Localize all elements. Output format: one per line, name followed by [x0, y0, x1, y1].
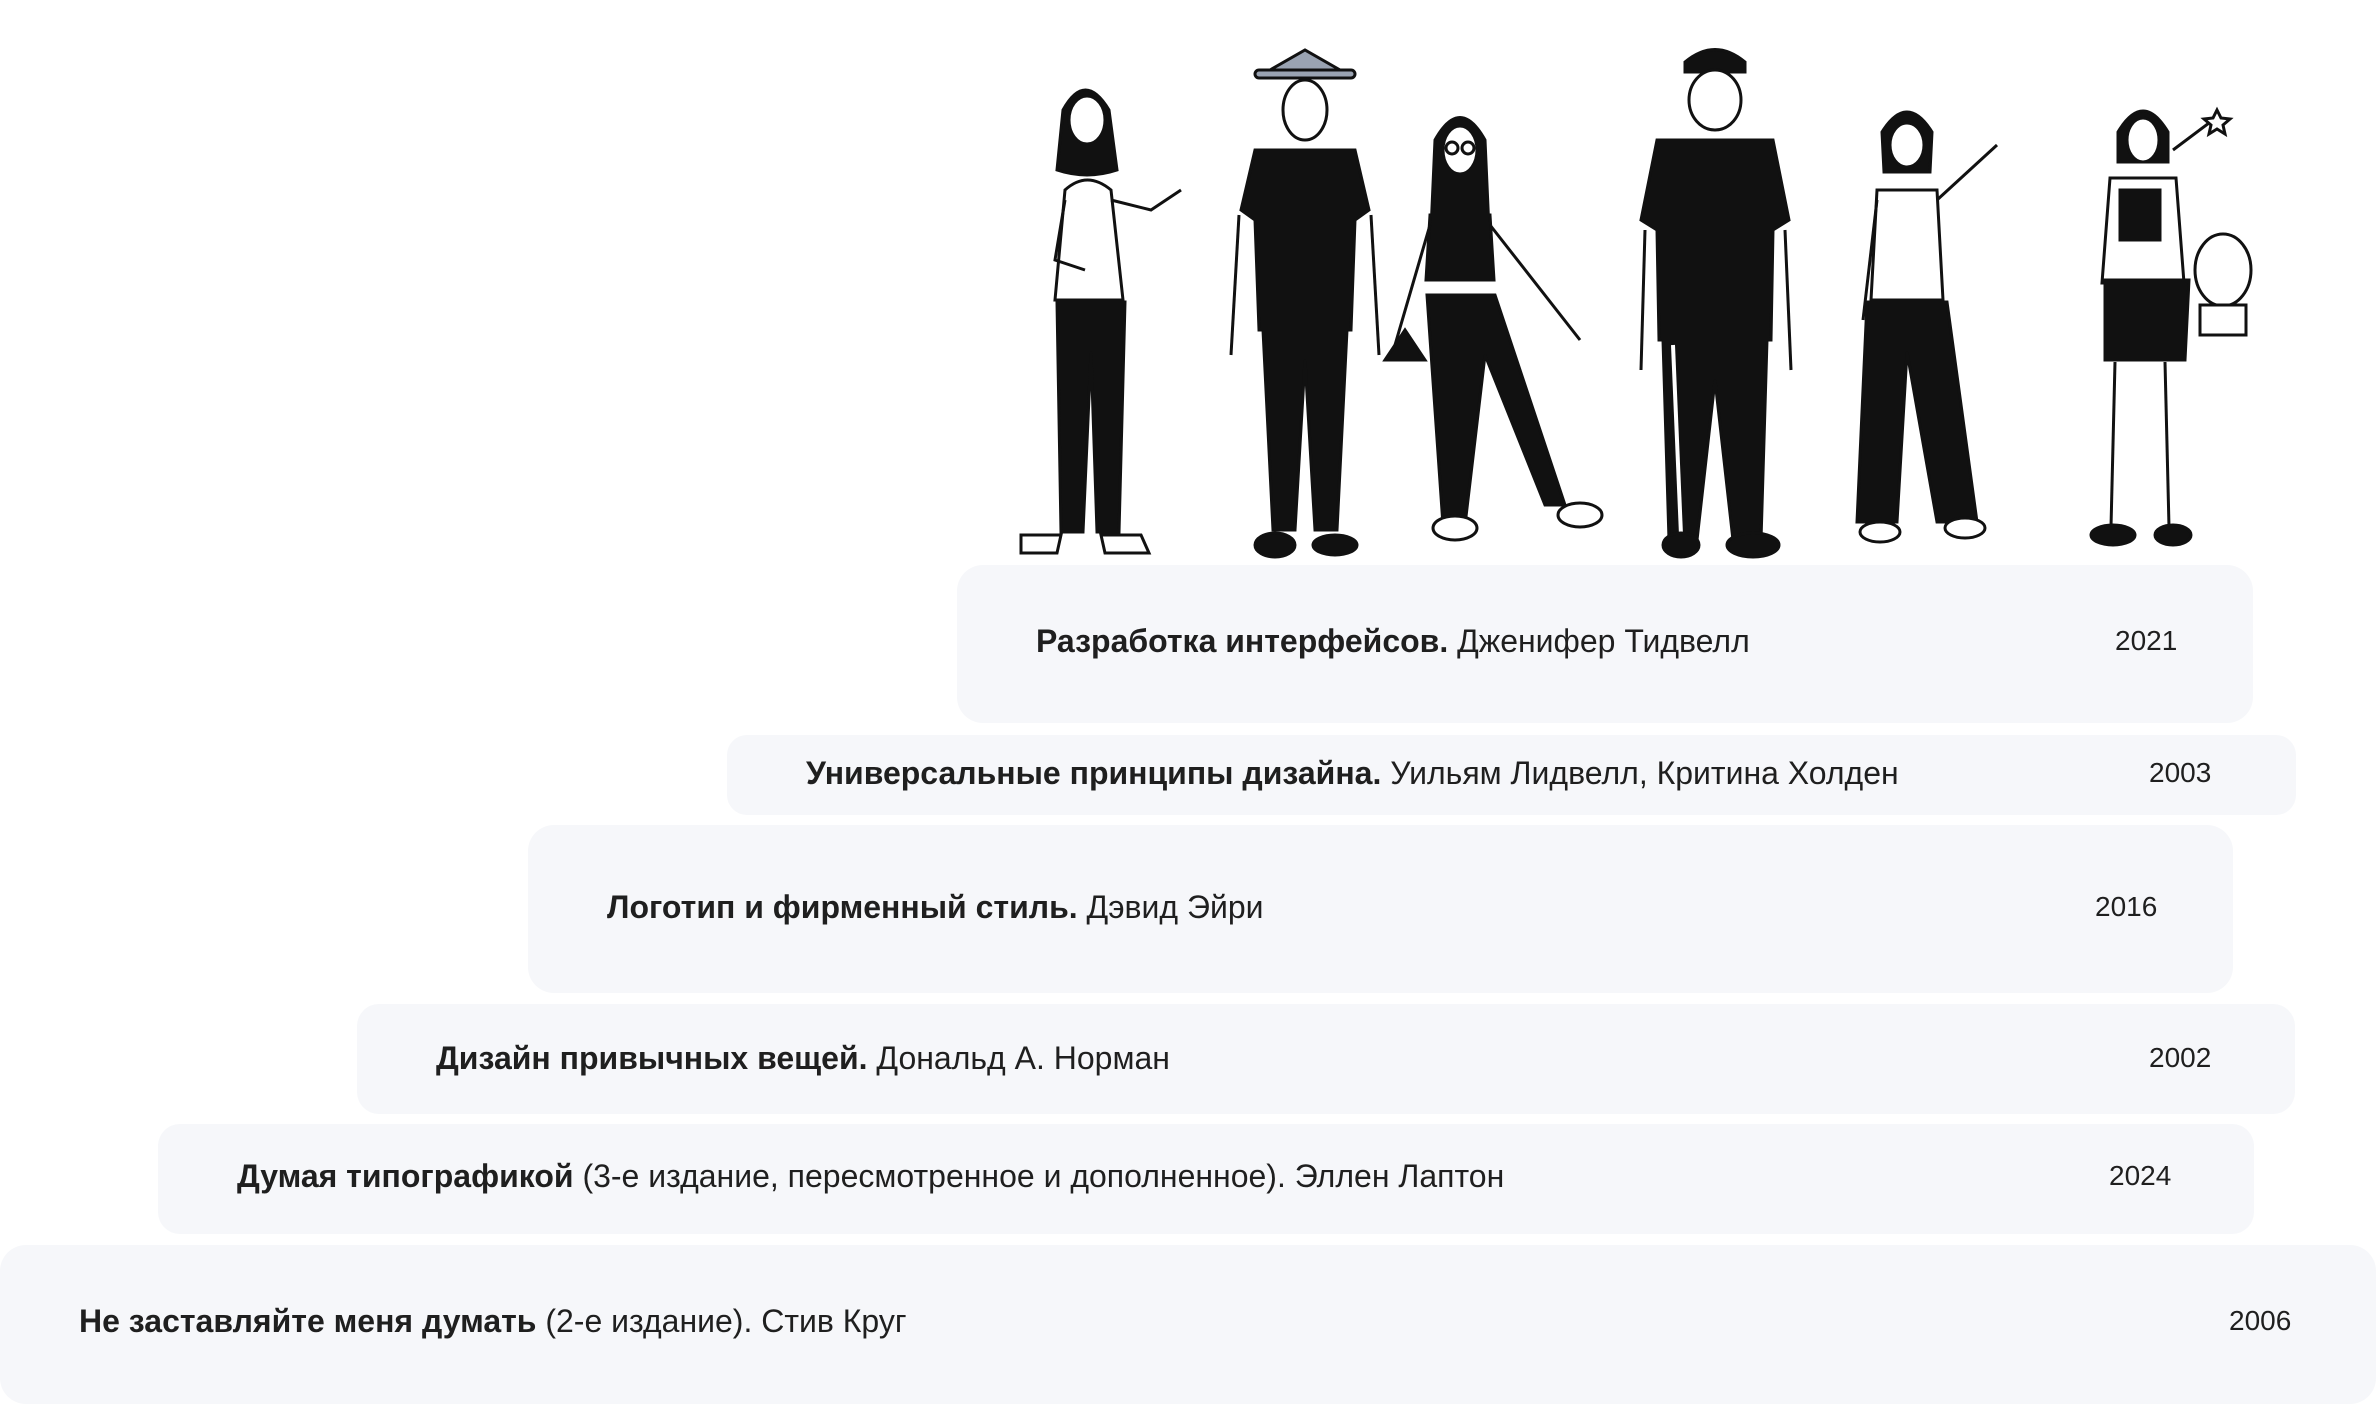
book-year: 2024	[2109, 1160, 2172, 1191]
person-woman-headphones-icon	[1857, 112, 1997, 542]
book-title	[436, 1038, 1170, 1078]
person-woman-statue-icon	[2091, 110, 2251, 545]
book-title-bold: Думая типографикой	[237, 1158, 574, 1194]
person-woman-glasses-icon	[1385, 118, 1602, 541]
book-author: Уильям Лидвелл, Критина Холден	[1381, 755, 1899, 791]
book-card	[0, 1245, 2376, 1404]
book-card	[158, 1124, 2254, 1234]
book-author: Дэвид Эйри	[1077, 889, 1264, 925]
book-card	[528, 825, 2233, 993]
book-title	[806, 753, 1899, 793]
book-title-bold: Логотип и фирменный стиль.	[607, 889, 1078, 925]
group-of-people-illustration	[1005, 40, 2295, 570]
book-author: (3-е издание, пересмотренное и дополненное). Эллен Лаптон	[573, 1158, 1505, 1194]
book-year: 2006	[2229, 1305, 2292, 1336]
book-title	[607, 887, 1264, 927]
book-card	[957, 565, 2253, 723]
book-card	[357, 1004, 2295, 1114]
book-title-bold: Дизайн привычных вещей.	[436, 1040, 868, 1076]
person-woman-jacket-icon	[1021, 90, 1181, 553]
book-title-bold: Разработка интерфейсов.	[1036, 623, 1449, 659]
book-year: 2016	[2095, 891, 2158, 922]
book-year: 2021	[2115, 625, 2178, 656]
book-card	[727, 735, 2296, 815]
book-title-bold: Не заставляйте меня думать	[79, 1303, 537, 1339]
book-title-bold: Универсальные принципы дизайна.	[806, 755, 1382, 791]
book-title	[237, 1156, 1504, 1196]
book-title	[1036, 621, 1750, 661]
person-man-hat-icon	[1231, 50, 1379, 557]
book-year: 2002	[2149, 1042, 2212, 1073]
book-year: 2003	[2149, 757, 2212, 788]
person-man-cap-icon	[1641, 50, 1791, 558]
book-author: Дженифер Тидвелл	[1448, 623, 1750, 659]
book-title	[79, 1301, 907, 1341]
book-author: (2-е издание). Стив Круг	[536, 1303, 907, 1339]
book-author: Дональд А. Норман	[867, 1040, 1170, 1076]
